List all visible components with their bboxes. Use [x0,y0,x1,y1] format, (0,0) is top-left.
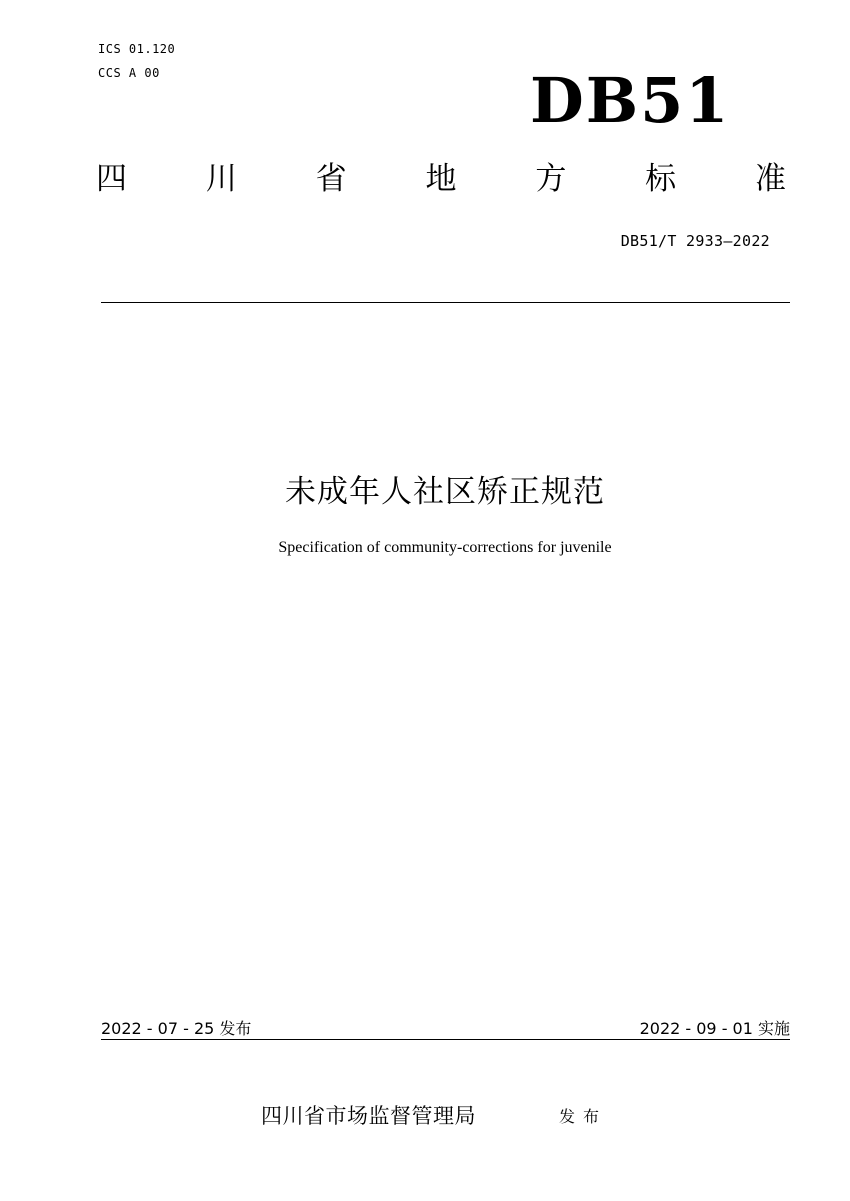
implement-date: 2022 - 09 - 01 实施 [639,1019,790,1038]
standard-type-heading [96,161,786,197]
standard-type-char: 四 [96,161,127,197]
top-divider [101,302,790,303]
standard-type-char: 川 [205,161,237,197]
ccs-code: CCS A 00 [98,66,160,80]
document-title-english: Specification of community-corrections for juvenile [278,539,612,556]
standard-type-char: 准 [754,161,786,197]
publish-date: 2022 - 07 - 25 发布 [101,1019,252,1038]
issuer-action: 发布 [559,1107,608,1126]
standard-number: DB51/T 2933—2022 [620,232,770,250]
standard-type-char: 省 [315,161,347,197]
standard-type-char: 标 [645,161,677,197]
issuer-name: 四川省市场监督管理局 [261,1104,476,1128]
ics-code: ICS 01.120 [98,42,176,56]
document-title-chinese: 未成年人社区矫正规范 [285,474,605,510]
standard-type-char: 方 [535,161,567,197]
bottom-divider [101,1039,790,1040]
db51-logo: DB51 [530,64,731,137]
standard-type-char: 地 [425,161,457,197]
